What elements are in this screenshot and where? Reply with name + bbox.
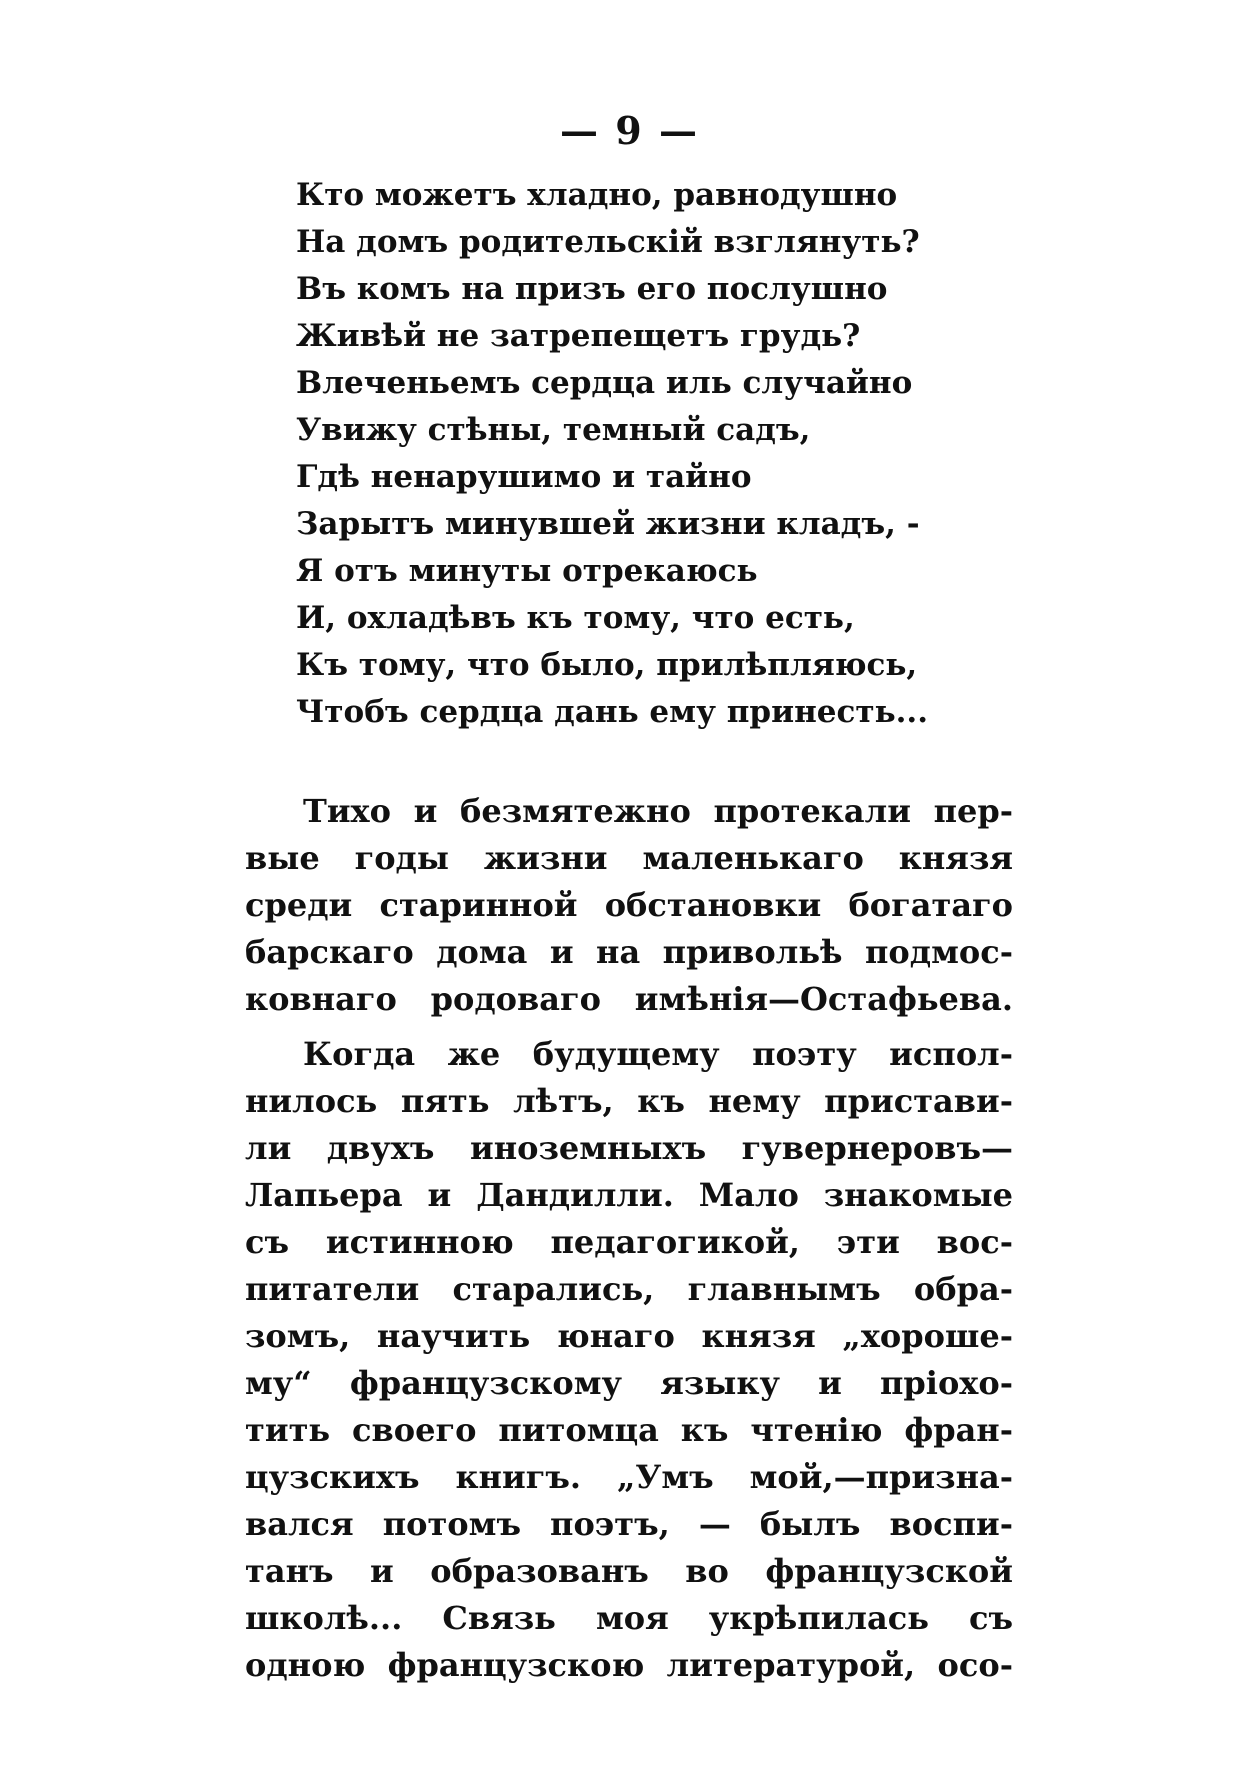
poem-block: [296, 172, 996, 736]
prose-line: вые годы жизни маленькаго князя: [245, 839, 1013, 877]
prose-line: ковнаго родоваго имѣнія—Остафьева.: [245, 980, 1013, 1018]
prose-block: [245, 788, 1013, 1689]
poem-line: Я отъ минуты отрекаюсь: [296, 553, 758, 589]
prose-line: Когда же будущему поэту испол-: [303, 1035, 1013, 1073]
paragraph-2: [245, 1031, 1013, 1689]
prose-line: ли двухъ иноземныхъ гувернеровъ—: [245, 1129, 1013, 1167]
poem-line: Къ тому, что было, прилѣпляюсь,: [296, 647, 918, 683]
prose-line: цузскихъ книгъ. „Умъ мой,—призна-: [245, 1458, 1013, 1496]
poem-line: Влеченьемъ сердца иль случайно: [296, 365, 913, 401]
page-number: — 9 —: [560, 108, 699, 153]
prose-line: нилось пять лѣтъ, къ нему пристави-: [245, 1082, 1013, 1120]
poem-line: И, охладѣвъ къ тому, что есть,: [296, 600, 855, 636]
prose-line: школѣ... Связь моя укрѣпилась съ: [245, 1599, 1013, 1637]
prose-line: тить своего питомца къ чтенію фран-: [245, 1411, 1013, 1449]
prose-line: вался потомъ поэтъ, — былъ воспи-: [245, 1505, 1013, 1543]
poem-line: Гдѣ ненарушимо и тайно: [296, 459, 752, 495]
poem-line: Въ комъ на призъ его послушно: [296, 271, 888, 307]
poem-line: Живѣй не затрепещетъ грудь?: [296, 318, 861, 354]
prose-line: съ истинною педагогикой, эти вос-: [245, 1223, 1013, 1261]
poem-line: Кто можетъ хладно, равнодушно: [296, 177, 898, 213]
prose-line: зомъ, научить юнаго князя „хороше-: [245, 1317, 1013, 1355]
poem-line: Увижу стѣны, темный садъ,: [296, 412, 811, 448]
prose-line: танъ и образованъ во французской: [245, 1552, 1013, 1590]
poem-line: Чтобъ сердца дань ему принесть...: [296, 694, 928, 730]
paragraph-1: [245, 788, 1013, 1023]
prose-line: среди старинной обстановки богатаго: [245, 886, 1013, 924]
prose-line: Тихо и безмятежно протекали пер-: [303, 792, 1013, 830]
prose-line: Лапьера и Дандилли. Мало знакомые: [245, 1176, 1013, 1214]
prose-line: питатели старались, главнымъ обра-: [245, 1270, 1013, 1308]
poem-line: На домъ родительскій взглянуть?: [296, 224, 920, 260]
poem-line: Зарытъ минувшей жизни кладъ, -: [296, 506, 920, 542]
prose-line: одною французскою литературой, осо-: [245, 1646, 1013, 1684]
prose-line: му“ французскому языку и пріохо-: [245, 1364, 1013, 1402]
prose-line: барскаго дома и на привольѣ подмос-: [245, 933, 1013, 971]
paragraph-gap: [245, 1023, 1013, 1031]
